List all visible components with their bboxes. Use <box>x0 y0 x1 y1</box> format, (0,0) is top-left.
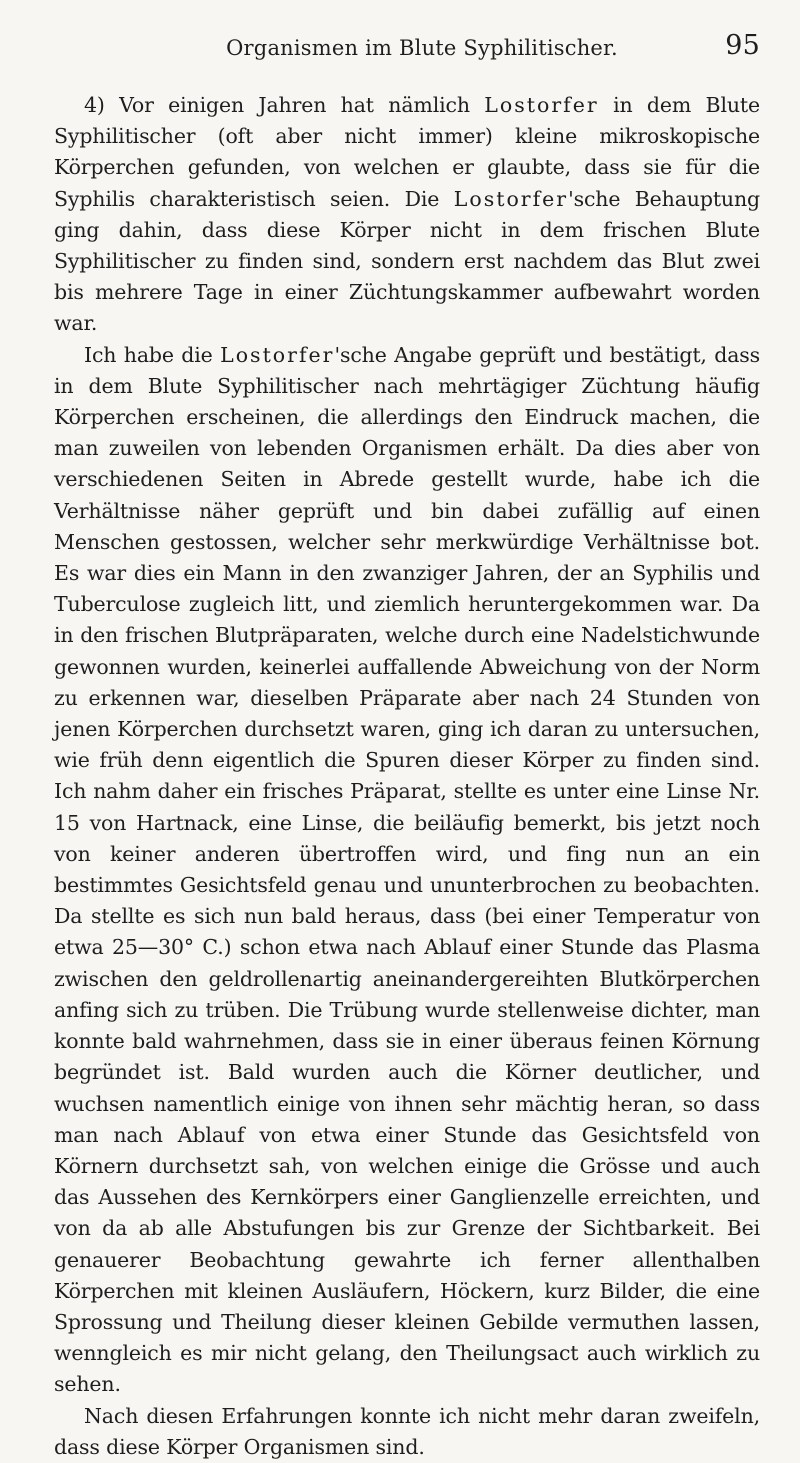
text-segment: 'sche Angabe geprüft und bestätigt, dass in dem Blute Syphilitischer nach mehrtägiger Züchtung häufig Körperchen erscheinen, die allerdings den Eindruck machen, die man zuweilen von lebenden Organismen erhält. Da dies aber von verschiedenen Seiten in Abrede gestellt wurde, habe ich die Verhältnisse näher geprüft und bin dabei zufällig auf einen Menschen gestossen, welcher sehr merkwürdige Verhältnisse bot. Es war dies ein Mann in den zwanziger Jahren, der an Syphilis und Tuberculose zugleich litt, und ziemlich heruntergekommen war. Da in den frischen Blutpräparaten, welche durch eine Nadelstichwunde gewonnen wurden, keinerlei auffallende Abweichung von der Norm zu erkennen war, dieselben Präparate aber nach 24 Stunden von jenen Körperchen durchsetzt waren, ging ich daran zu untersuchen, wie früh denn eigentlich die Spuren dieser Körper zu finden sind. Ich nahm daher ein frisches Präparat, stellte es unter eine Linse Nr. 15 von Hartnack, eine Linse, die beiläufig bemerkt, bis jetzt noch von keiner anderen übertroffen wird, und fing nun an ein bestimmtes Gesichtsfeld genau und ununterbrochen zu beobachten. Da stellte es sich nun bald heraus, dass (bei einer Temperatur von etwa 25—30° C.) schon etwa nach Ablauf einer Stunde das Plasma zwischen den geldrollenartig aneinandergereihten Blutkörperchen anfing sich zu trüben. Die Trübung wurde stellenweise dichter, man konnte bald wahrnehmen, dass sie in einer überaus feinen Körnung begründet ist. Bald wurden auch die Körner deutlicher, und wuchsen namentlich einige von ihnen sehr mächtig heran, so dass man nach Ablauf von etwa einer Stunde das Gesichtsfeld von Körnern durchsetzt sah, von welchen einige die Grösse und auch das Aussehen des Kernkörpers einer Ganglienzelle erreichten, und von da ab alle Abstufungen bis zur Grenze der Sichtbarkeit. Bei genauerer Beobachtung gewahrte ich ferner allenthalben Körperchen mit kleinen Ausläufern, Höckern, kurz Bilder, die eine Sprossung und Theilung dieser kleinen Gebilde vermuthen lassen, wenngleich es mir nicht gelang, den Theilungsact auch wirklich zu sehen. <box>54 342 761 1397</box>
author-name: Lostorfer <box>453 186 569 211</box>
author-name: Lostorfer <box>220 342 335 367</box>
text-segment: Nach diesen Erfahrungen konnte ich nicht mehr daran zweifeln, dass diese Körper Organismen sind. <box>54 1403 760 1459</box>
text-segment: in dem Blute Syphilitischer (oft aber nicht immer) kleine mikroskopische Körperchen gefunden, von welchen er glaubte, dass sie für die Syphilis charakteristisch seien. Die <box>54 93 761 211</box>
running-title: Organismen im Blute Syphilitischer. <box>226 36 618 60</box>
paragraph-2 <box>54 340 760 1401</box>
text-segment: 4) Vor einigen Jahren hat nämlich <box>84 93 485 117</box>
page-number: 95 <box>725 30 760 61</box>
body-text <box>54 90 760 1463</box>
author-name: Lostorfer <box>484 93 599 117</box>
text-segment: 'sche Behauptung ging dahin, dass diese Körper nicht in dem frischen Blute Syphilitischer zu finden sind, sondern erst nachdem das Blut zwei bis mehrere Tage in einer Züchtungskammer aufbewahrt worden war. <box>54 186 760 336</box>
paragraph-3 <box>54 1401 760 1463</box>
text-segment: Ich habe die <box>84 342 221 367</box>
running-head <box>54 30 760 76</box>
paragraph-1 <box>54 90 760 340</box>
